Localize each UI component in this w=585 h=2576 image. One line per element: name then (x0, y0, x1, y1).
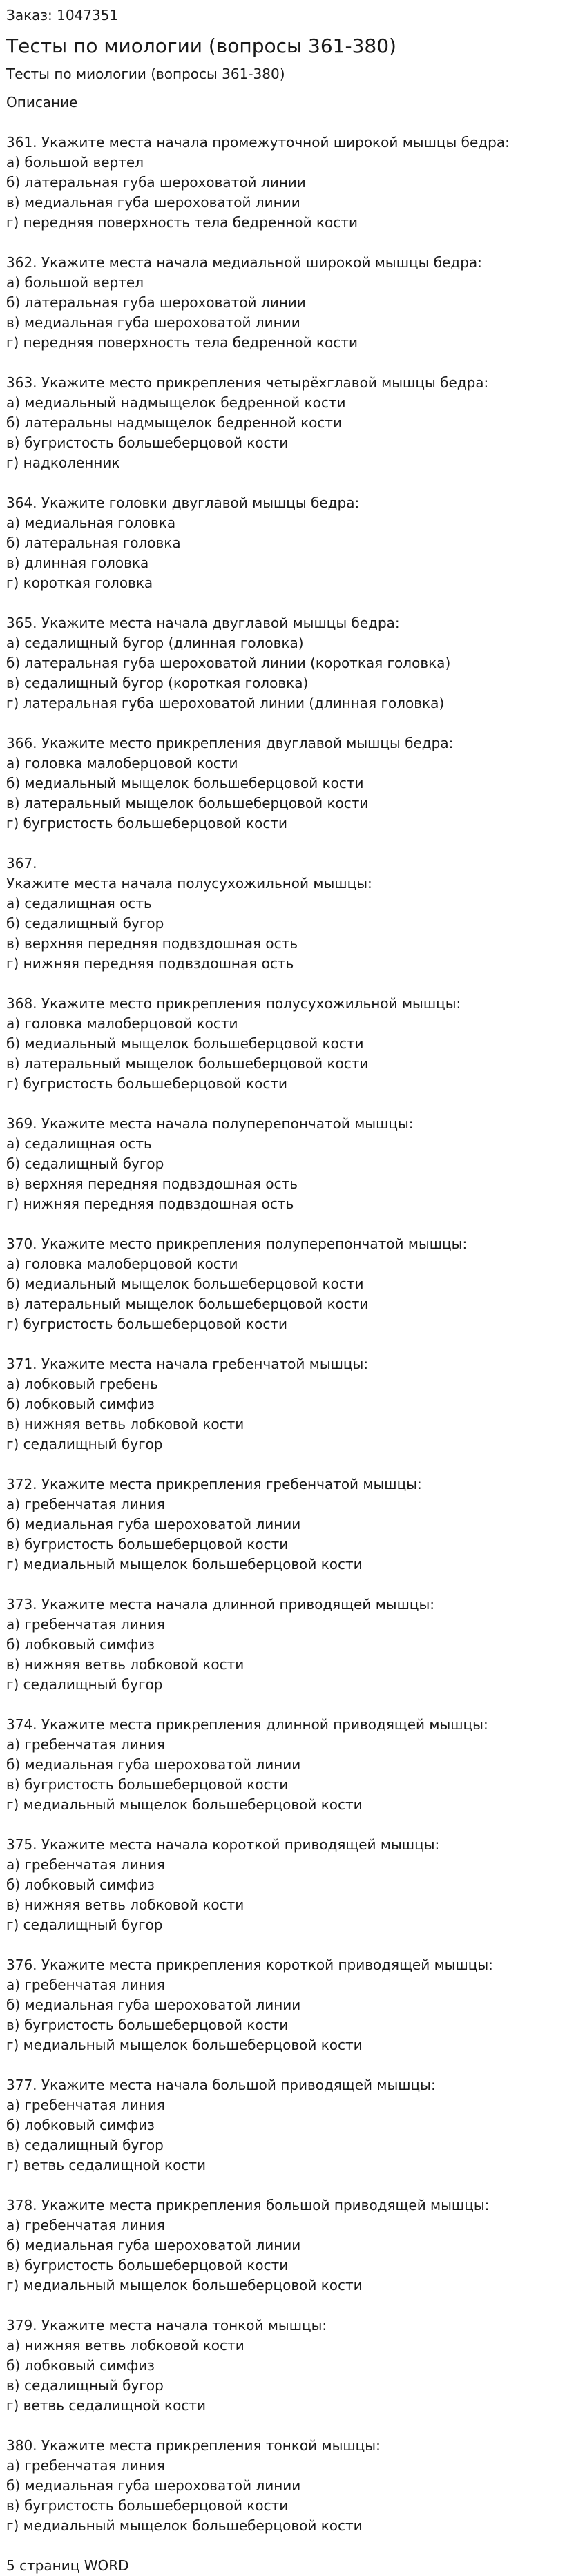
question-block (6, 2075, 579, 2175)
answer-option: б) медиальная губа шероховатой линии (6, 1516, 301, 1532)
answer-option: в) латеральный мыщелок большеберцовой кости (6, 795, 369, 811)
question-text: 368. Укажите место прикрепления полусухожильной мышцы: (6, 995, 461, 1012)
answer-option: а) гребенчатая линия (6, 1977, 165, 1993)
answer-option: б) медиальный мыщелок большеберцовой кости (6, 775, 364, 791)
question-block (6, 1474, 579, 1575)
answer-option: б) лобковый симфиз (6, 2357, 155, 2374)
answer-option: а) гребенчатая линия (6, 1496, 165, 1512)
question-block (6, 2316, 579, 2416)
question-text: 363. Укажите место прикрепления четырёхглавой мышцы бедра: (6, 374, 489, 391)
answer-option: а) гребенчатая линия (6, 2097, 165, 2113)
answer-option: в) седалищный бугор (6, 2377, 164, 2394)
answer-option: б) седалищный бугор (6, 1155, 164, 1172)
question-text: 362. Укажите места начала медиальной широкой мышцы бедра: (6, 254, 482, 271)
question-block (6, 253, 579, 353)
answer-option: г) ветвь седалищной кости (6, 2397, 206, 2414)
description-heading: Описание (6, 94, 78, 110)
answer-option: а) седалищная ость (6, 1135, 152, 1152)
question-block (6, 994, 579, 1094)
question-block (6, 1354, 579, 1454)
answer-option: в) бугристость большеберцовой кости (6, 1536, 289, 1553)
answer-option: б) латеральная губа шероховатой линии (6, 294, 306, 311)
answer-option: а) гребенчатая линия (6, 2457, 165, 2474)
question-block (6, 1234, 579, 1334)
answer-option: в) нижняя ветвь лобковой кости (6, 1416, 244, 1432)
question-text: 377. Укажите места начала большой приводящей мышцы: (6, 2077, 436, 2093)
answer-option: а) гребенчатая линия (6, 2217, 165, 2233)
answer-option: г) нижняя передняя подвздошная ость (6, 955, 294, 972)
question-block (6, 613, 579, 713)
answer-option: в) латеральный мыщелок большеберцовой кости (6, 1296, 369, 1312)
answer-option: б) медиальный мыщелок большеберцовой кости (6, 1035, 364, 1052)
answer-option: а) нижняя ветвь лобковой кости (6, 2337, 244, 2354)
answer-option: в) седалищный бугор (6, 2137, 164, 2153)
answer-option: г) нижняя передняя подвздошная ость (6, 1195, 294, 1212)
answer-option: в) верхняя передняя подвздошная ость (6, 935, 298, 952)
answer-option: г) медиальный мыщелок большеберцовой кости (6, 2037, 363, 2053)
answer-option: б) латеральны надмыщелок бедренной кости (6, 414, 343, 431)
answer-option: в) латеральный мыщелок большеберцовой кости (6, 1055, 369, 1072)
answer-option: а) гребенчатая линия (6, 1616, 165, 1633)
question-text: 373. Укажите места начала длинной приводящей мышцы: (6, 1596, 435, 1613)
answer-option: г) латеральная губа шероховатой линии (длинная головка) (6, 695, 445, 711)
answer-option: г) надколенник (6, 454, 120, 471)
answer-option: г) седалищный бугор (6, 1436, 163, 1452)
answer-option: а) седалищная ость (6, 895, 152, 912)
question-block (6, 733, 579, 834)
question-block (6, 1595, 579, 1695)
order-number: Заказ: 1047351 (6, 7, 119, 23)
question-list (6, 133, 579, 2536)
page-subtitle: Тесты по миологии (вопросы 361-380) (6, 66, 285, 82)
answer-option: б) медиальная губа шероховатой линии (6, 2477, 301, 2494)
question-block (6, 493, 579, 593)
answer-option: в) верхняя передняя подвздошная ость (6, 1175, 298, 1192)
question-text: 361. Укажите места начала промежуточной широкой мышцы бедра: (6, 134, 510, 151)
answer-option: а) гребенчатая линия (6, 1736, 165, 1753)
answer-option: а) медиальный надмыщелок бедренной кости (6, 394, 346, 411)
answer-option: в) длинная головка (6, 555, 149, 571)
question-text: 369. Укажите места начала полуперепончатой мышцы: (6, 1115, 414, 1132)
answer-option: а) большой вертел (6, 154, 144, 171)
question-block (6, 1715, 579, 1815)
question-block (6, 2195, 579, 2296)
answer-option: г) короткая головка (6, 575, 153, 591)
answer-option: а) головка малоберцовой кости (6, 1015, 238, 1032)
question-text: 372. Укажите места прикрепления гребенчатой мышцы: (6, 1476, 422, 1492)
answer-option: б) медиальная губа шероховатой линии (6, 2237, 301, 2253)
answer-option: б) латеральная губа шероховатой линии (6, 174, 306, 191)
question-text: 379. Укажите места начала тонкой мышцы: (6, 2317, 327, 2334)
answer-option: в) бугристость большеберцовой кости (6, 2017, 289, 2033)
answer-option: а) гребенчатая линия (6, 1856, 165, 1873)
answer-option: б) лобковый симфиз (6, 2117, 155, 2133)
answer-option: г) медиальный мыщелок большеберцовой кости (6, 2517, 363, 2534)
answer-option: а) седалищный бугор (длинная головка) (6, 635, 304, 651)
question-block (6, 854, 579, 974)
answer-option: в) бугристость большеберцовой кости (6, 2257, 289, 2274)
answer-option: г) бугристость большеберцовой кости (6, 1075, 287, 1092)
answer-option: в) бугристость большеберцовой кости (6, 1776, 289, 1793)
question-block (6, 133, 579, 233)
answer-option: г) медиальный мыщелок большеберцовой кости (6, 2277, 363, 2294)
answer-option: б) медиальная губа шероховатой линии (6, 1756, 301, 1773)
question-text: 374. Укажите места прикрепления длинной приводящей мышцы: (6, 1716, 488, 1733)
answer-option: а) большой вертел (6, 274, 144, 291)
answer-option: б) лобковый симфиз (6, 1876, 155, 1893)
question-text: 366. Укажите место прикрепления двуглавой мышцы бедра: (6, 735, 454, 751)
answer-option: г) передняя поверхность тела бедренной кости (6, 214, 358, 231)
answer-option: б) лобковый симфиз (6, 1396, 155, 1412)
answer-option: в) седалищный бугор (короткая головка) (6, 675, 309, 691)
answer-option: в) нижняя ветвь лобковой кости (6, 1896, 244, 1913)
question-block (6, 373, 579, 473)
question-text: 370. Укажите место прикрепления полуперепончатой мышцы: (6, 1236, 468, 1252)
answer-option: в) медиальная губа шероховатой линии (6, 194, 300, 211)
question-text: 376. Укажите места прикрепления короткой приводящей мышцы: (6, 1957, 493, 1973)
question-block (6, 1955, 579, 2055)
answer-option: б) медиальная губа шероховатой линии (6, 1997, 301, 2013)
question-text: 378. Укажите места прикрепления большой приводящей мышцы: (6, 2197, 490, 2213)
answer-option: а) медиальная головка (6, 515, 176, 531)
answer-option: г) бугристость большеберцовой кости (6, 815, 287, 832)
question-text: 367. (6, 855, 37, 872)
question-text: 364. Укажите головки двуглавой мышцы бедра: (6, 494, 360, 511)
answer-option: в) медиальная губа шероховатой линии (6, 314, 300, 331)
answer-option: г) ветвь седалищной кости (6, 2157, 206, 2173)
question-text: 375. Укажите места начала короткой приводящей мышцы: (6, 1836, 440, 1853)
answer-option: а) головка малоберцовой кости (6, 1256, 238, 1272)
page-title: Тесты по миологии (вопросы 361-380) (6, 35, 396, 57)
question-text: 365. Укажите места начала двуглавой мышцы бедра: (6, 615, 400, 631)
answer-option: а) головка малоберцовой кости (6, 755, 238, 771)
answer-option: б) седалищный бугор (6, 915, 164, 932)
answer-option: г) медиальный мыщелок большеберцовой кости (6, 1796, 363, 1813)
answer-option: б) медиальный мыщелок большеберцовой кости (6, 1276, 364, 1292)
answer-option: а) лобковый гребень (6, 1376, 159, 1392)
answer-option: в) нижняя ветвь лобковой кости (6, 1656, 244, 1673)
answer-option: г) передняя поверхность тела бедренной кости (6, 334, 358, 351)
answer-option: г) бугристость большеберцовой кости (6, 1316, 287, 1332)
answer-option: б) латеральная губа шероховатой линии (короткая головка) (6, 655, 451, 671)
question-block (6, 2436, 579, 2536)
question-block (6, 1114, 579, 1214)
question-text: 371. Укажите места начала гребенчатой мышцы: (6, 1356, 369, 1372)
answer-option: г) седалищный бугор (6, 1676, 163, 1693)
answer-option: г) седалищный бугор (6, 1916, 163, 1933)
answer-option: г) медиальный мыщелок большеберцовой кости (6, 1556, 363, 1573)
answer-option: Укажите места начала полусухожильной мышцы: (6, 875, 372, 892)
answer-option: б) лобковый симфиз (6, 1636, 155, 1653)
answer-option: в) бугристость большеберцовой кости (6, 2497, 289, 2514)
answer-option: б) латеральная головка (6, 535, 181, 551)
page-count-footer: 5 страниц WORD (6, 2557, 129, 2574)
question-block (6, 1835, 579, 1935)
question-text: 380. Укажите места прикрепления тонкой мышцы: (6, 2437, 381, 2454)
answer-option: в) бугристость большеберцовой кости (6, 434, 289, 451)
